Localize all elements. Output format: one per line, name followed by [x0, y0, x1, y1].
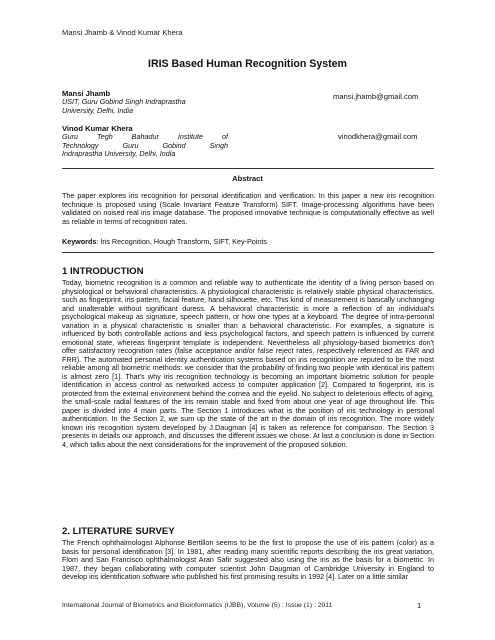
author-affiliation-line: Indraprastha University, Delhi, India [62, 149, 176, 159]
journal-footer: International Journal of Biometrics and Bioinformatics (IJBB), Volume (5) : Issue (1) : 2011 [62, 602, 333, 609]
keywords-value: : Iris Recognition, Hough Transform, SIFT, Key-Points [96, 237, 267, 246]
section-heading: 1 INTRODUCTION [62, 266, 144, 277]
abstract-heading: Abstract [232, 174, 263, 183]
section-heading: 2. LITERATURE SURVEY [62, 526, 175, 537]
author-affiliation-line: Technology Guru Gobind Singh [62, 140, 228, 150]
keywords-line [62, 238, 434, 247]
author-block-1 [62, 90, 252, 115]
author-affiliation-line: University, Delhi, India [62, 105, 133, 115]
section-body: The French ophthalmologist Alphonse Bertillon seems to be the first to propose the use of iris pattern (color) as a basis for personal identification [3]. In 1981, after reading many scientific reports describing the iris great variation, Flom and San Francisco ophthalmologist Aran Safir suggested also using the iris as the basis for a biometric. In 1987, they began collaborating with computer scientist John Daugman of Cambridge University in England to develop iris identification software who published his first promising results in 1992 [4]. Later on a little similar [62, 539, 434, 581]
author-email[interactable]: mansi.jhamb@gmail.com [333, 92, 419, 101]
author-affiliation-line: USIT, Guru Gobind Singh Indraprastha [62, 97, 186, 107]
author-block-2 [62, 125, 228, 159]
section-body: Today, biometric recognition is a common and reliable way to authenticate the identity of a living person based on physiological or behavioral characteristics. A physiological characteristic is relatively stable physical characteristics, such as fingerprint, iris pattern, facial feature, hand silhouette, etc. This kind of measurement is basically unchanging and unalterable without significant duress. A behavioral characteristic is more a reflection of an individual's psychological makeup as signature, speech pattern, or how one types at a keyboard. The degree of intra-personal variation in a physical characteristic is smaller than a behavioral characteristic. For examples, a signature is influenced by both controllable actions and less psychological factors, and speech pattern is influenced by current emotional state, whereas fingerprint template is independent. Nevertheless all physiology-based biometrics don't offer satisfactory recognition rates (false acceptance and/or false reject rates, respectively referenced as FAR and FRR). The automated personal identity authentication systems based on iris recognition are reputed to be the most reliable among all biometric methods: we consider that the probability of finding two people with identical iris pattern is almost zero [1]. That's why iris recognition technology is becoming an important biometric solution for people identification in access control as networked access to computer application [2]. Compared to fingerprint, iris is protected from the external environment behind the cornea and the eyelid. No subject to deleterious effects of aging, the small-scale radial features of the iris remain stable and fixed from about one year of age throughout life. This paper is divided into 4 main parts. The Section 1 introduces what is the position of iris technology in personal authentication. In the Section 2, we sum up the state of the art in the domain of iris recognition. The more widely known iris recognition system developed by J.Daugman [4] is taken as reference for comparison. The Section 3 presents in details our approach, and discusses the different issues we chose. At last a conclusion is done in Section 4, which talks about the next considerations for the improvement of the proposed solution. [62, 278, 434, 449]
divider [62, 168, 434, 169]
paper-title: IRIS Based Human Recognition System [148, 58, 347, 70]
keywords-label: Keywords [62, 237, 97, 246]
page-number: 1 [417, 601, 422, 610]
running-header: Mansi Jhamb & Vinod Kumar Khera [62, 28, 183, 37]
abstract-text: The paper explores iris recognition for personal identification and verification. In this paper a new iris recognition technique is proposed using (Scale Invariant Feature Transform) SIFT. Image-processing algorithms have been validated on noised real iris image database. The proposed innovative technique is computationally effective as well as reliable in terms of recognition rates. [62, 191, 434, 226]
divider [62, 252, 434, 253]
author-affiliation-line: Guru Tegh Bahadur Institute of [62, 132, 228, 142]
author-name: Mansi Jhamb [62, 89, 111, 98]
author-email[interactable]: vinodkhera@gmail.com [338, 132, 418, 141]
author-name: Vinod Kumar Khera [62, 124, 133, 133]
